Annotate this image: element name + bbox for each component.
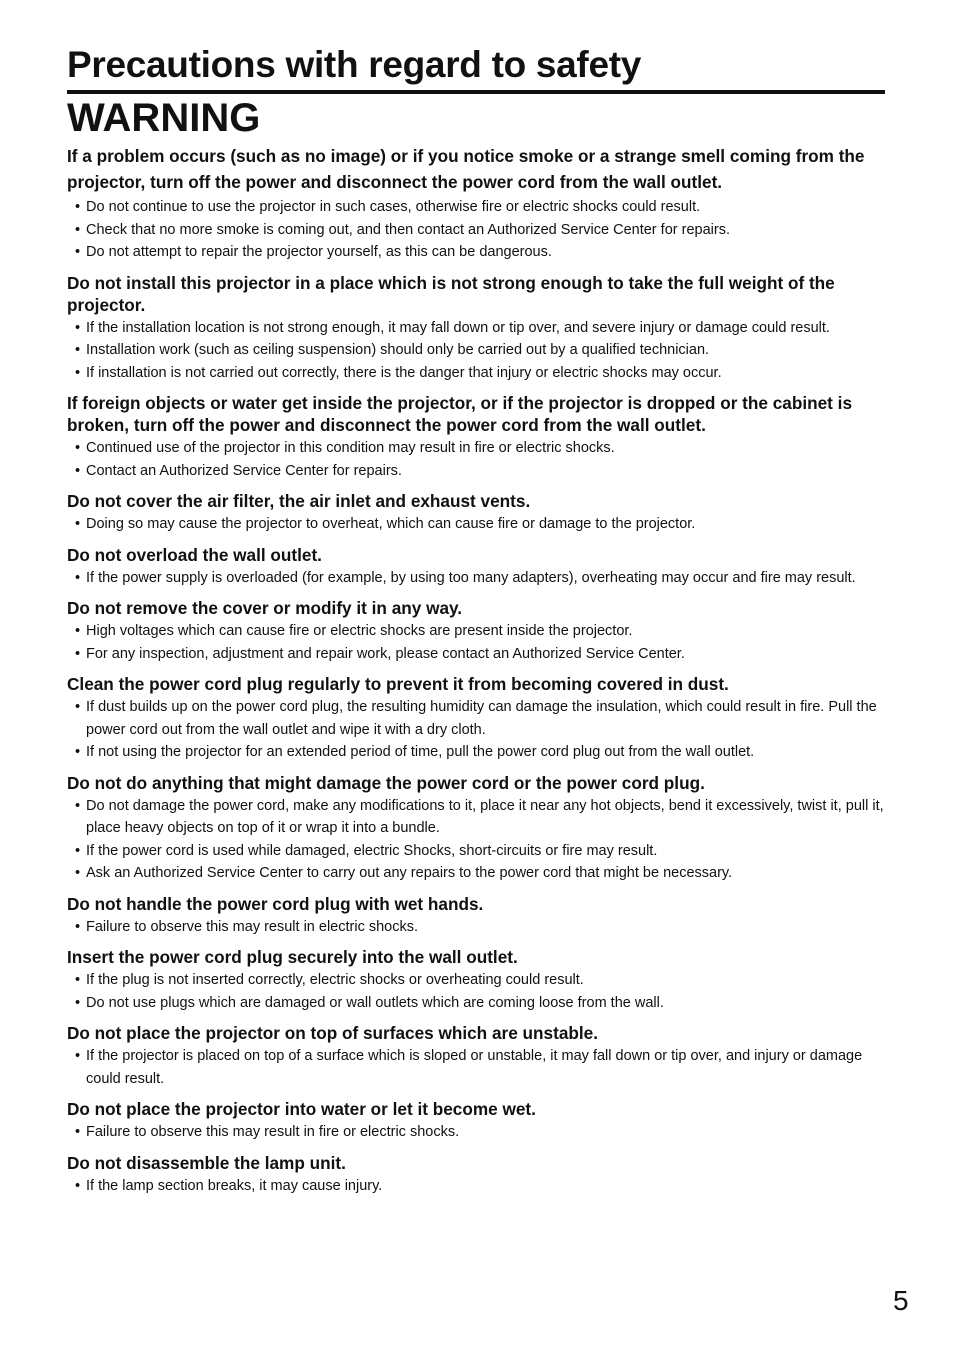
section-heading: Clean the power cord plug regularly to prevent it from becoming covered in dust. <box>67 674 729 694</box>
bullet-item <box>67 1175 887 1198</box>
section-heading: If foreign objects or water get inside the projector, or if the projector is dropped or the cabinet is broken, turn off the power and disconnect the power cord from the wall outlet. <box>67 393 853 435</box>
bullet-text: Failure to observe this may result in fire or electric shocks. <box>86 1124 460 1140</box>
bullet-item <box>67 643 887 666</box>
bullet-text: Installation work (such as ceiling suspension) should only be carried out by a qualified technician. <box>86 342 710 358</box>
section-heading: Do not do anything that might damage the power cord or the power cord plug. <box>67 772 705 793</box>
bullet-dot-icon: • <box>75 221 81 238</box>
warning-section <box>67 1098 887 1144</box>
bullet-dot-icon: • <box>75 1124 81 1140</box>
bullet-dot-icon: • <box>75 569 81 586</box>
bullet-text: Doing so may cause the projector to overheat, which can cause fire or damage to the projector. <box>86 516 696 532</box>
bullet-item <box>67 317 887 340</box>
warning-section <box>67 772 887 885</box>
bullet-item <box>67 992 887 1015</box>
bullet-dot-icon: • <box>75 645 81 662</box>
bullet-text: Do not damage the power cord, make any modifications to it, place it near any hot objects, bend it excessively, twist it, pull it, place heavy objects on top of it or wrap it into a bundle. <box>86 797 884 836</box>
bullet-text: If the projector is placed on top of a surface which is sloped or unstable, it may fall down or tip over, and injury or damage could result. <box>86 1048 863 1087</box>
warning-section <box>67 893 887 939</box>
bullet-item <box>67 241 887 264</box>
bullet-text: Failure to observe this may result in electric shocks. <box>86 918 419 935</box>
bullet-dot-icon: • <box>75 842 81 859</box>
warning-heading: WARNING <box>67 96 261 140</box>
warning-section <box>67 490 887 536</box>
bullet-dot-icon: • <box>75 199 81 215</box>
warning-section <box>67 1152 887 1198</box>
bullet-item <box>67 620 887 643</box>
bullet-item <box>67 1121 887 1144</box>
bullet-item <box>67 696 887 741</box>
warning-section <box>67 392 887 482</box>
warning-section <box>67 272 887 385</box>
bullet-item <box>67 795 887 840</box>
warning-section <box>67 1022 887 1090</box>
bullet-dot-icon: • <box>75 319 81 336</box>
bullet-dot-icon: • <box>75 865 81 881</box>
bullet-item <box>67 196 887 219</box>
section-heading: Do not place the projector on top of surfaces which are unstable. <box>67 1023 598 1043</box>
warning-section <box>67 673 887 764</box>
bullet-item <box>67 862 887 885</box>
section-heading: Insert the power cord plug securely into the wall outlet. <box>67 947 518 967</box>
bullet-dot-icon: • <box>75 342 81 358</box>
bullet-text: If the lamp section breaks, it may cause injury. <box>86 1177 383 1194</box>
bullet-item <box>67 362 887 385</box>
bullet-dot-icon: • <box>75 516 81 532</box>
bullet-item <box>67 339 887 362</box>
bullet-text: If the power supply is overloaded (for example, by using too many adapters), overheating may occur and fire may result. <box>86 569 856 586</box>
bullet-text: For any inspection, adjustment and repair work, please contact an Authorized Service Center. <box>86 645 685 662</box>
bullet-text: High voltages which can cause fire or electric shocks are present inside the projector. <box>86 623 633 639</box>
bullet-dot-icon: • <box>75 797 81 814</box>
bullet-dot-icon: • <box>75 364 81 381</box>
page-number: 5 <box>893 1285 909 1316</box>
bullet-item <box>67 437 887 460</box>
warning-content <box>67 143 887 1205</box>
section-heading: Do not overload the wall outlet. <box>67 544 322 565</box>
bullet-text: Contact an Authorized Service Center for repairs. <box>86 462 402 479</box>
bullet-dot-icon: • <box>75 623 81 639</box>
bullet-item <box>67 567 887 590</box>
bullet-dot-icon: • <box>75 972 81 988</box>
bullet-dot-icon: • <box>75 699 81 715</box>
bullet-item <box>67 513 887 536</box>
section-heading: Do not install this projector in a place which is not strong enough to take the full weight of the projector. <box>67 272 835 315</box>
page-title: Precautions with regard to safety <box>67 40 885 94</box>
bullet-text: If the plug is not inserted correctly, electric shocks or overheating could result. <box>86 972 584 988</box>
bullet-dot-icon: • <box>75 244 81 260</box>
bullet-item <box>67 969 887 992</box>
section-heading: Do not place the projector into water or let it become wet. <box>67 1099 536 1119</box>
bullet-text: If the power cord is used while damaged, electric Shocks, short-circuits or fire may result. <box>86 842 658 859</box>
bullet-dot-icon: • <box>75 994 81 1011</box>
bullet-dot-icon: • <box>75 918 81 935</box>
bullet-item <box>67 840 887 863</box>
warning-section <box>67 946 887 1014</box>
bullet-text: Ask an Authorized Service Center to carry out any repairs to the power cord that might be necessary. <box>86 865 733 881</box>
bullet-dot-icon: • <box>75 1048 81 1064</box>
warning-section <box>67 544 887 590</box>
bullet-dot-icon: • <box>75 744 81 760</box>
bullet-text: Do not use plugs which are damaged or wall outlets which are coming loose from the wall. <box>86 994 664 1011</box>
section-heading: Do not remove the cover or modify it in any way. <box>67 598 463 618</box>
bullet-item <box>67 460 887 483</box>
bullet-text: If the installation location is not strong enough, it may fall down or tip over, and severe injury or damage could result. <box>86 319 830 336</box>
bullet-text: Do not continue to use the projector in such cases, otherwise fire or electric shocks could result. <box>86 199 701 215</box>
bullet-dot-icon: • <box>75 462 81 479</box>
section-heading: Do not disassemble the lamp unit. <box>67 1152 346 1173</box>
warning-section <box>67 143 887 264</box>
bullet-item <box>67 219 887 242</box>
bullet-item <box>67 916 887 939</box>
bullet-dot-icon: • <box>75 440 81 456</box>
section-heading: If a problem occurs (such as no image) or if you notice smoke or a strange smell coming from the projector, turn off the power and disconnect the power cord from the wall outlet. <box>67 146 865 192</box>
bullet-text: If not using the projector for an extended period of time, pull the power cord plug out from the wall outlet. <box>86 744 755 760</box>
warning-section <box>67 597 887 665</box>
bullet-item <box>67 1045 887 1090</box>
bullet-text: Continued use of the projector in this condition may result in fire or electric shocks. <box>86 440 615 456</box>
bullet-item <box>67 741 887 764</box>
section-heading: Do not cover the air filter, the air inlet and exhaust vents. <box>67 491 531 511</box>
bullet-dot-icon: • <box>75 1177 81 1194</box>
bullet-text: If dust builds up on the power cord plug, the resulting humidity can damage the insulation, which could result in fire. Pull the power cord out from the wall outlet and wipe it with a dry cloth. <box>86 699 877 738</box>
bullet-text: Do not attempt to repair the projector yourself, as this can be dangerous. <box>86 244 552 260</box>
bullet-text: Check that no more smoke is coming out, and then contact an Authorized Service Center for repairs. <box>86 221 730 238</box>
section-heading: Do not handle the power cord plug with wet hands. <box>67 893 484 914</box>
bullet-text: If installation is not carried out correctly, there is the danger that injury or electric shocks may occur. <box>86 364 722 381</box>
